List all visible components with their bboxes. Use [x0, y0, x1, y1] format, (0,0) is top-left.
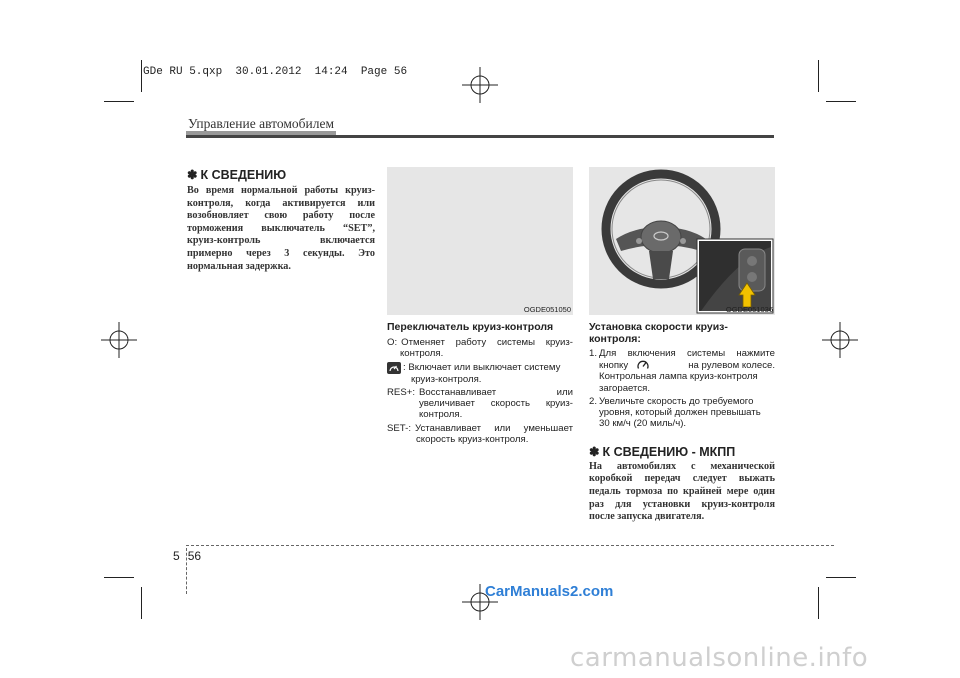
figure-2-caption: OGDE051036 [725, 305, 773, 314]
note-2-line: На автомобилях с механической [589, 460, 775, 472]
o-text-1: Отменяет работу системы круиз- [401, 337, 573, 348]
speed-section-title-1: Установка скорости круиз- [589, 321, 728, 333]
cruise-toggle-icon [387, 362, 401, 374]
step-1-line-b1: кнопку [599, 359, 629, 371]
note-2-line: педаль тормоза по крайней мере один [589, 485, 775, 497]
step-1-line-a: Для включения системы нажмите [599, 348, 775, 359]
cruise-icon-item [387, 362, 573, 385]
note-star-icon: ✽ [589, 444, 600, 459]
note-2-heading [589, 444, 775, 459]
speed-section [589, 321, 775, 524]
set-label: SET-: [387, 422, 411, 434]
file-info: GDe RU 5.qxp 30.01.2012 14:24 Page 56 [143, 66, 408, 78]
page-number [173, 549, 201, 563]
set-text-2: скорость круиз-контроля. [416, 434, 529, 446]
note-1-line: Во время нормальной работы круиз- [187, 185, 375, 196]
step-1-line-b [589, 359, 775, 371]
note-2-line: коробкой передач следует выжать [589, 473, 775, 485]
step-1-line-c: Контрольная лампа круиз-контроля [599, 371, 758, 383]
icon-text-1: : Включает или выключает систему [403, 361, 561, 373]
step-2-line-c: 30 км/ч (20 миль/ч). [599, 418, 687, 430]
page-number-value: 56 [187, 549, 202, 563]
step-1-number: 1. [589, 348, 598, 359]
res-text-2: увеличивает скорость круиз- [419, 398, 573, 410]
res-text-3: контроля. [419, 409, 463, 421]
footer-rule [186, 545, 834, 546]
note-block-1 [187, 167, 375, 273]
note-1-line: возобновляет свою работу после [187, 210, 375, 222]
note-2-title: К СВЕДЕНИЮ - МКПП [602, 444, 736, 459]
note-1-line: контроля, когда активируется или [187, 197, 375, 209]
step-2-line-a: Увеличьте скорость до требуемого [599, 395, 754, 407]
res-text-1: Восстанавливает или [419, 386, 573, 398]
o-label: O: [387, 337, 398, 348]
res-item [387, 387, 573, 421]
registration-mark-top [462, 67, 498, 103]
switch-section [387, 321, 573, 445]
note-2-body [589, 461, 775, 524]
note-1-heading [187, 167, 375, 182]
note-1-line: нормальная задержка. [187, 260, 291, 272]
note-2-line: раз для установки круиз-контроля [589, 498, 775, 510]
note-star-icon: ✽ [187, 168, 198, 182]
cruise-button-icon [636, 359, 650, 371]
res-label: RES+: [387, 386, 415, 398]
note-1-line: круиз-контроль включается [187, 235, 375, 247]
set-text-1: Устанавливает или уменьшает [415, 422, 573, 434]
figure-2 [589, 167, 775, 315]
o-text-2: контроля. [400, 348, 444, 360]
note-2-line: после запуска двигателя. [589, 511, 705, 523]
figure-1-caption: OGDE051050 [523, 305, 571, 314]
step-1-line-d: загорается. [599, 382, 650, 394]
section-number: 5 [173, 549, 180, 563]
step-2-number: 2. [589, 395, 598, 407]
note-block-2 [589, 444, 775, 524]
set-item [387, 423, 573, 446]
step-2 [589, 396, 775, 430]
steering-wheel-illustration [589, 167, 775, 315]
section-rule [186, 135, 774, 138]
step-1 [589, 348, 775, 394]
switch-section-title: Переключатель круиз-контроля [387, 321, 554, 333]
registration-mark-right [822, 322, 858, 358]
note-1-body [187, 185, 375, 273]
registration-mark-left [101, 322, 137, 358]
o-item [387, 337, 573, 360]
note-1-line: примерно через 3 секунды. Это [187, 247, 375, 259]
figure-1 [387, 167, 573, 315]
step-2-line-b: уровня, который должен превышать [599, 407, 761, 419]
icon-text-2: круиз-контроля. [411, 373, 482, 385]
watermark-carmanualsonline[interactable]: carmanualsonline.info [570, 643, 869, 673]
section-title: Управление автомобилем [188, 116, 334, 131]
note-1-line: торможения выключатель “SET”, [187, 222, 375, 234]
step-1-line-b2: на рулевом колесе. [688, 359, 775, 371]
note-1-title: К СВЕДЕНИЮ [200, 168, 287, 182]
watermark-carmanuals2[interactable]: CarManuals2.com [485, 583, 614, 600]
speed-section-title-2: контроля: [589, 333, 641, 345]
